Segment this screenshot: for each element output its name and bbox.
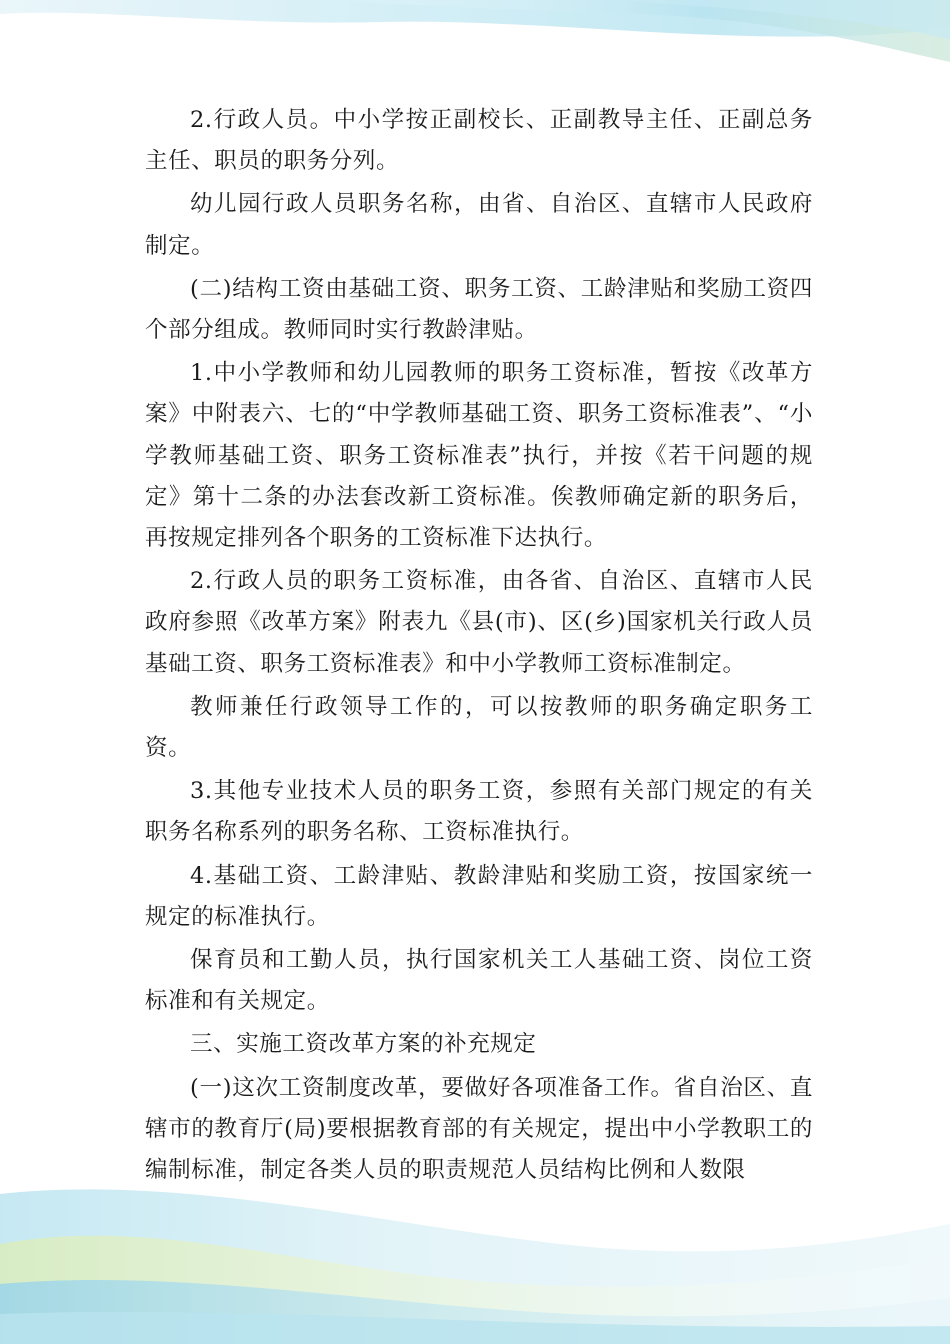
section-heading: 三、实施工资改革方案的补充规定 [190,1031,537,1058]
paragraph: (一)这次工资制度改革，要做好各项准备工作。省自治区、直辖市的教育厅(局)要根据教育部的有关规定，提出中小学教职工的编制标准，制定各类人员的职责规范人员结构比例和人数限 [145,1074,813,1184]
paragraph: 保育员和工勤人员，执行国家机关工人基础工资、岗位工资标准和有关规定。 [145,947,813,1015]
paragraph: 教师兼任行政领导工作的，可以按教师的职务确定职务工资。 [145,693,813,762]
paragraph: 2.行政人员。中小学按正副校长、正副教导主任、正副总务主任、职员的职务分列。 [145,107,813,175]
document-body [145,100,813,1193]
paragraph: 4.基础工资、工龄津贴、教龄津贴和奖励工资，按国家统一规定的标准执行。 [145,862,813,930]
paragraph: 3.其他专业技术人员的职务工资，参照有关部门规定的有关职务名称系列的职务名称、工资标准执行。 [145,778,813,846]
paragraph: 2.行政人员的职务工资标准，由各省、自治区、直辖市人民政府参照《改革方案》附表九《县(市)、区(乡)国家机关行政人员基础工资、职务工资标准表》和中小学教师工资标准制定。 [145,568,813,677]
paragraph: 幼儿园行政人员职务名称，由省、自治区、直辖市人民政府制定。 [145,191,813,259]
paragraph: (二)结构工资由基础工资、职务工资、工龄津贴和奖励工资四个部分组成。教师同时实行教龄津贴。 [145,275,813,344]
top-wave-decoration [0,0,950,110]
paragraph: 1.中小学教师和幼儿园教师的职务工资标准，暂按《改革方案》中附表六、七的“中学教师基础工资、职务工资标准表”、“小学教师基础工资、职务工资标准表”执行，并按《若干问题的规定》第十二条的办法套改新工资标准。俟教师确定新的职务后，再按规定排列各个职务的工资标准下达执行。 [145,360,813,552]
